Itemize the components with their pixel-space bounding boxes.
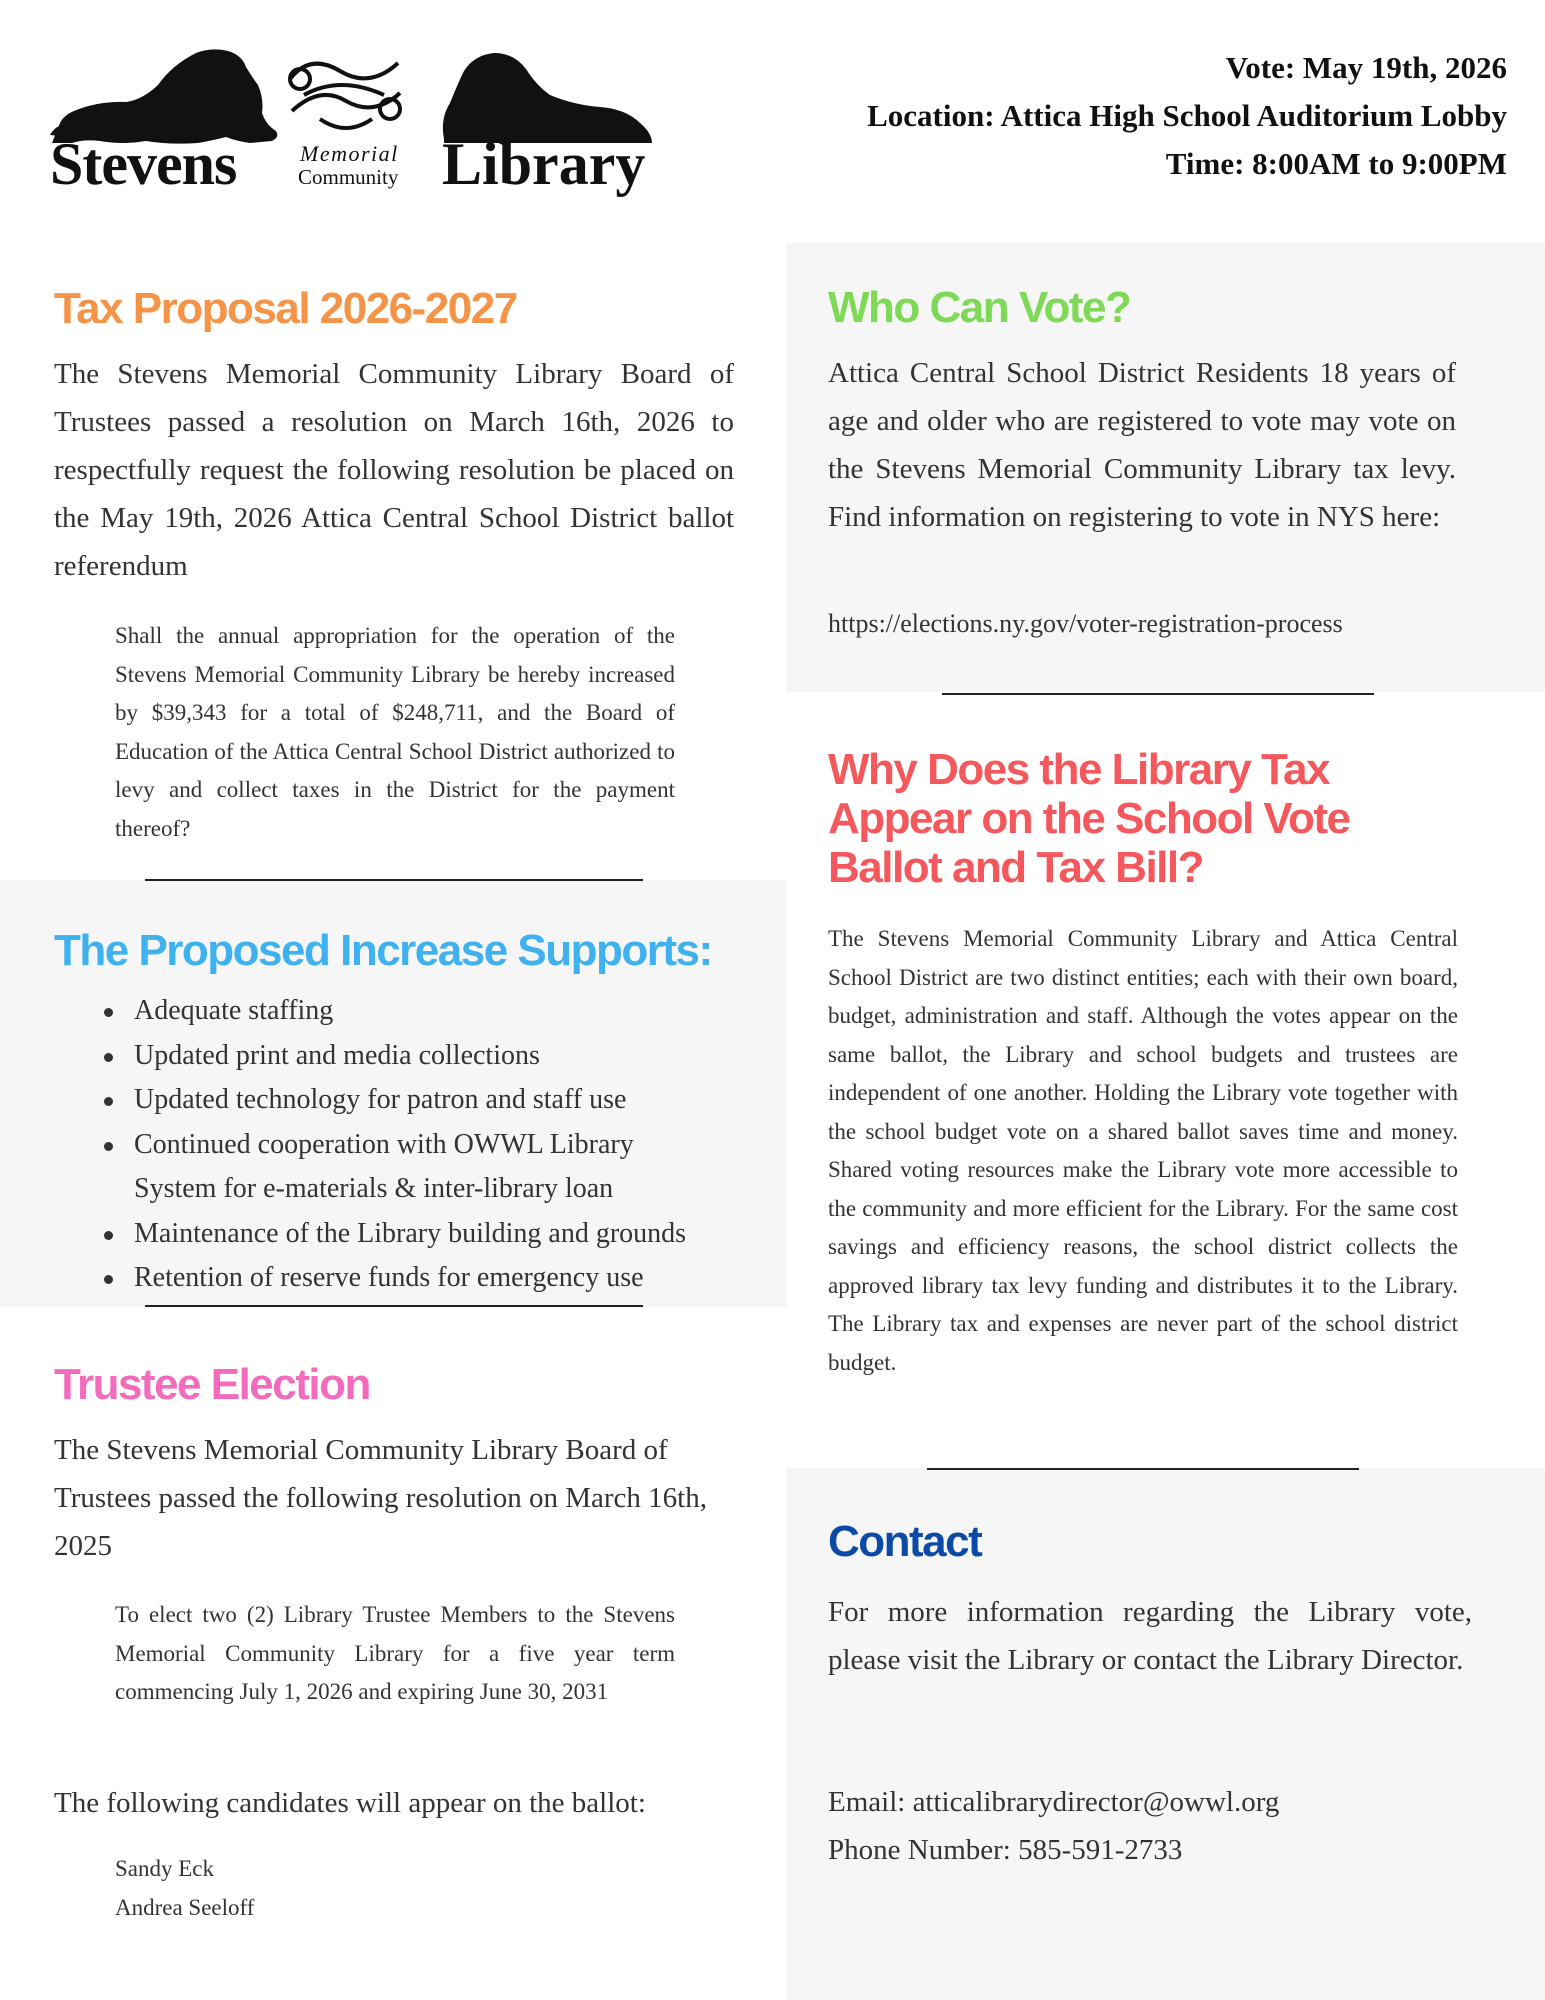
who-can-vote-title: Who Can Vote?: [828, 283, 1131, 332]
vote-time: Time: 8:00AM to 9:00PM: [1165, 146, 1507, 181]
contact-text: For more information regarding the Library vote, please visit the Library or contact the Library Director.: [828, 1596, 1472, 1676]
contact-phone[interactable]: Phone Number: 585-591-2733: [828, 1834, 1183, 1866]
tax-proposal-title: Tax Proposal 2026-2027: [54, 284, 517, 333]
who-can-vote-text: Attica Central School District Residents 18 years of age and older who are registered to vote may vote on the Stevens Memorial Community Library tax levy. Find information on registering to vote in NYS here:: [828, 357, 1456, 533]
divider-who: [942, 693, 1374, 695]
candidate-name: Andrea Seeloff: [115, 1895, 255, 1920]
logo-word-stevens: Stevens: [50, 131, 237, 197]
list-item: Adequate staffing: [54, 989, 734, 1034]
divider-supports: [145, 1305, 643, 1307]
trustee-title: Trustee Election: [54, 1360, 370, 1409]
supports-list: [54, 989, 734, 1301]
candidates-intro: The following candidates will appear on the ballot:: [54, 1787, 646, 1819]
contact-email[interactable]: Email: atticalibrarydirector@owwl.org: [828, 1786, 1280, 1818]
supports-title: The Proposed Increase Supports:: [54, 926, 712, 975]
why-title: Why Does the Library Tax Appear on the School Vote Ballot and Tax Bill?: [828, 745, 1350, 892]
logo-word-memorial: Memorial: [300, 141, 399, 166]
logo-word-community: Community: [298, 165, 399, 189]
trustee-resolution: To elect two (2) Library Trustee Members to the Stevens Memorial Community Library for a five year term commencing July 1, 2026 and expiring June 30, 2031: [115, 1602, 675, 1704]
divider-why: [927, 1468, 1359, 1470]
vote-date: Vote: May 19th, 2026: [1225, 50, 1507, 85]
ornament-icon: [280, 49, 410, 139]
list-item: Updated technology for patron and staff use: [54, 1078, 734, 1123]
tax-proposal-resolution: Shall the annual appropriation for the operation of the Stevens Memorial Community Library be hereby increased by $39,343 for a total of $248,711, and the Board of Education of the Attica Central School District authorized to levy and collect taxes in the District for the payment thereof?: [115, 623, 675, 841]
trustee-intro: The Stevens Memorial Community Library Board of Trustees passed the following resolution on March 16th, 2025: [54, 1434, 707, 1562]
candidate-name: Sandy Eck: [115, 1856, 215, 1881]
logo-word-library: Library: [442, 131, 646, 197]
library-logo: [50, 45, 660, 205]
tax-proposal-intro: The Stevens Memorial Community Library Board of Trustees passed a resolution on March 16th, 2026 to respectfully request the following resolution be placed on the May 19th, 2026 Attica Central School District ballot referendum: [54, 358, 734, 582]
vote-info: [867, 44, 1507, 188]
vote-location: Location: Attica High School Auditorium Lobby: [867, 98, 1507, 133]
list-item: Updated print and media collections: [54, 1034, 734, 1079]
contact-title: Contact: [828, 1517, 982, 1566]
list-item: Maintenance of the Library building and grounds: [54, 1212, 734, 1257]
why-text: The Stevens Memorial Community Library and Attica Central School District are two distinct entities; each with their own board, budget, administration and staff. Although the votes appear on the same ballot, the Library and school budgets and trustees are independent of one another. Holding the Library vote together with the school budget vote on a shared ballot saves time and money. Shared voting resources make the Library vote more accessible to the community and more efficient for the Library. For the same cost savings and efficiency reasons, the school district collects the approved library tax levy funding and distributes it to the Library. The Library tax and expenses are never part of the school district budget.: [828, 926, 1458, 1375]
voter-registration-link[interactable]: https://elections.ny.gov/voter-registration-process: [828, 609, 1343, 638]
list-item: Continued cooperation with OWWL Library System for e-materials & inter-library loan: [54, 1123, 694, 1212]
divider-tax: [145, 879, 643, 881]
list-item: Retention of reserve funds for emergency use: [54, 1256, 734, 1301]
